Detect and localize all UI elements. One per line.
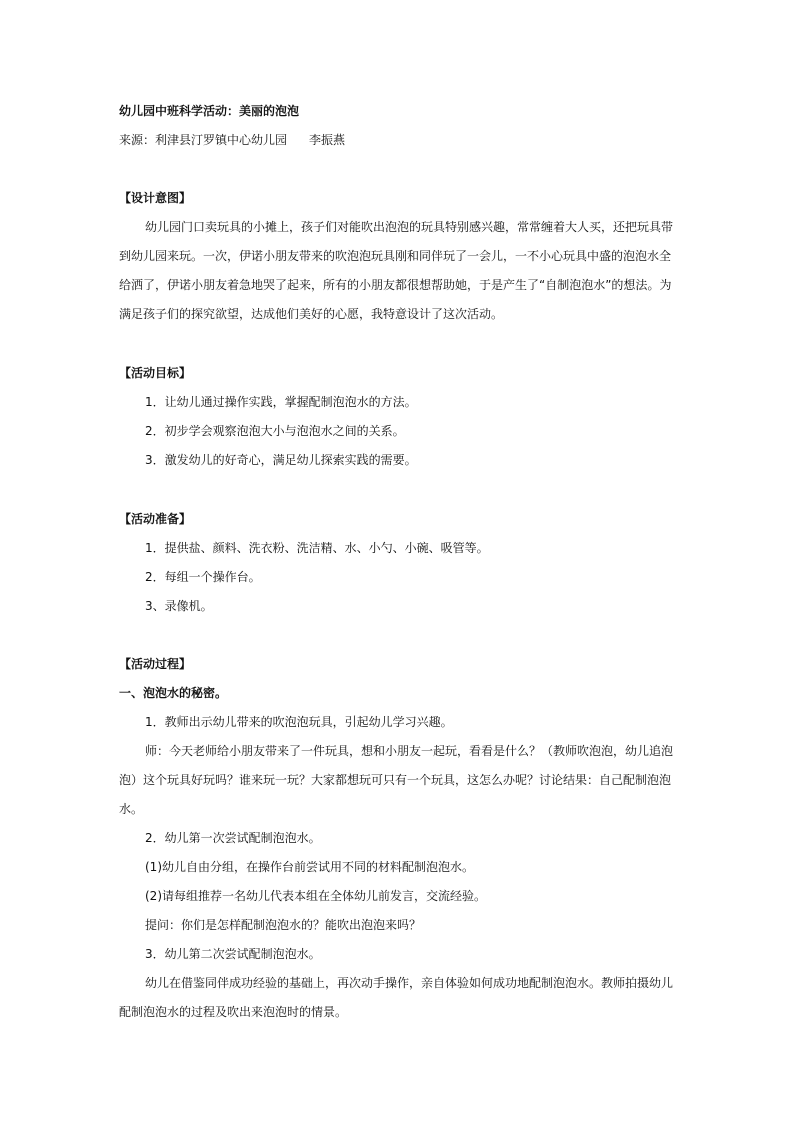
design-paragraph-line: 到幼儿园来玩。一次，伊诺小朋友带来的吹泡泡玩具刚和同伴玩了一会儿，一不小心玩具中盛的泡泡水全: [119, 249, 672, 263]
design-paragraph-line: 满足孩子们的探究欲望，达成他们美好的心愿，我特意设计了这次活动。: [119, 307, 504, 321]
prep-item: 2．每组一个操作台。: [145, 570, 261, 584]
process-line: 师：今天老师给小朋友带来了一件玩具，想和小朋友一起玩，看看是什么？（教师吹泡泡，幼儿追泡: [145, 744, 674, 758]
goal-item: 3．激发幼儿的好奇心，满足幼儿探索实践的需要。: [145, 453, 417, 467]
source-line: [119, 132, 679, 148]
design-heading: 【设计意图】: [119, 191, 192, 205]
process-line: 配制泡泡水的过程及吹出来泡泡时的情景。: [119, 1005, 348, 1019]
design-paragraph-line: 给洒了，伊诺小朋友着急地哭了起来，所有的小朋友都很想帮助她，于是产生了“自制泡泡水”的想法。为: [119, 278, 672, 292]
goal-item: 2．初步学会观察泡泡大小与泡泡水之间的关系。: [145, 424, 405, 438]
prep-item: 1．提供盐、颜料、洗衣粉、洗洁精、水、小勺、小碗、吸管等。: [145, 541, 489, 555]
goals-heading: 【活动目标】: [119, 366, 192, 380]
process-line: 提问：你们是怎样配制泡泡水的？能吹出泡泡来吗？: [145, 918, 422, 932]
source-label: 来源：利津县汀罗镇中心幼儿园: [119, 133, 288, 147]
prep-item: 3、录像机。: [145, 599, 213, 613]
prep-heading: 【活动准备】: [119, 512, 192, 526]
process-line: 3．幼儿第二次尝试配制泡泡水。: [145, 947, 321, 961]
process-line: (1)幼儿自由分组，在操作台前尝试用不同的材料配制泡泡水。: [145, 860, 475, 874]
process-heading: 【活动过程】: [119, 657, 192, 671]
process-line: 水。: [119, 802, 144, 816]
document-title: 幼儿园中班科学活动：美丽的泡泡: [119, 104, 300, 118]
goal-item: 1．让幼儿通过操作实践，掌握配制泡泡水的方法。: [145, 395, 417, 409]
process-line: 幼儿在借鉴同伴成功经验的基础上，再次动手操作，亲自体验如何成功地配制泡泡水。教师拍摄幼儿: [145, 976, 674, 990]
process-line: 1．教师出示幼儿带来的吹泡泡玩具，引起幼儿学习兴趣。: [145, 715, 453, 729]
process-line: 泡）这个玩具好玩吗？谁来玩一玩？大家都想玩可只有一个玩具，这怎么办呢？讨论结果：自己配制泡泡: [119, 773, 672, 787]
source-author: 李振燕: [309, 133, 346, 147]
process-subheading: 一、泡泡水的秘密。: [119, 686, 228, 700]
design-paragraph-line: 幼儿园门口卖玩具的小摊上，孩子们对能吹出泡泡的玩具特别感兴趣，常常缠着大人买，还把玩具带: [145, 220, 674, 234]
process-line: 2．幼儿第一次尝试配制泡泡水。: [145, 831, 321, 845]
process-line: (2)请每组推荐一名幼儿代表本组在全体幼儿前发言，交流经验。: [145, 889, 487, 903]
